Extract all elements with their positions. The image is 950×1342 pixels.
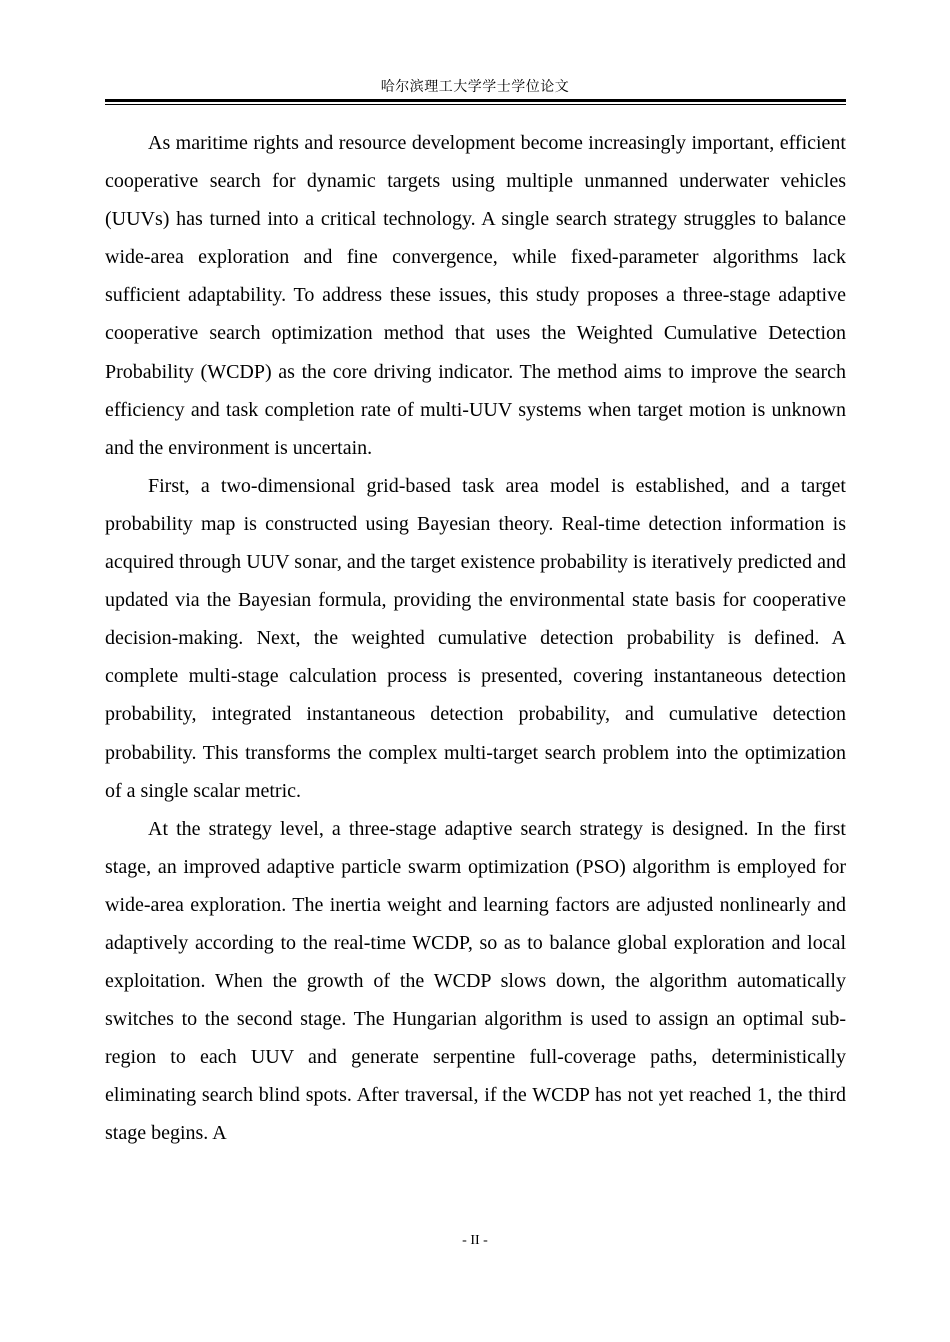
page-number: - II - — [462, 1233, 488, 1248]
paragraph-1: As maritime rights and resource development become increasingly important, efficient cooperative search for dynamic targets using multiple unmanned underwater vehicles (UUVs) has turned into a critical technology. A single search strategy struggles to balance wide-area exploration and fine convergence, while fixed-parameter algorithms lack sufficient adaptability. To address these issues, this study proposes a three-stage adaptive cooperative search optimization method that uses the Weighted Cumulative Detection Probability (WCDP) as the core driving indicator. The method aims to improve the search efficiency and task completion rate of multi-UUV systems when target motion is unknown and the environment is uncertain. — [105, 132, 846, 459]
header-rule-thick — [105, 99, 846, 102]
running-header-title: 哈尔滨理工大学学士学位论文 — [380, 79, 570, 95]
paragraph-2: First, a two-dimensional grid-based task area model is established, and a target probability map is constructed using Bayesian theory. Real-time detection information is acquired through UUV sonar, and the target existence probability is iteratively predicted and updated via the Bayesian formula, providing the environmental state basis for cooperative decision-making. Next, the weighted cumulative detection probability is defined. A complete multi-stage calculation process is presented, covering instantaneous detection probability, integrated instantaneous detection probability, and cumulative detection probability. This transforms the complex multi-target search problem into the optimization of a single scalar metric. — [105, 474, 846, 802]
abstract-body — [105, 124, 846, 1153]
paragraph-3: At the strategy level, a three-stage adaptive search strategy is designed. In the first stage, an improved adaptive particle swarm optimization (PSO) algorithm is employed for wide-area exploration. The inertia weight and learning factors are adjusted nonlinearly and adaptively according to the real-time WCDP, so as to balance global exploration and local exploitation. When the growth of the WCDP slows down, the algorithm automatically switches to the second stage. The Hungarian algorithm is used to assign an optimal sub-region to each UUV and generate serpentine full-coverage paths, deterministically eliminating search blind spots. After traversal, if the WCDP has not yet reached 1, the third stage begins. A — [105, 817, 846, 1145]
header-rule-thin — [105, 104, 846, 105]
